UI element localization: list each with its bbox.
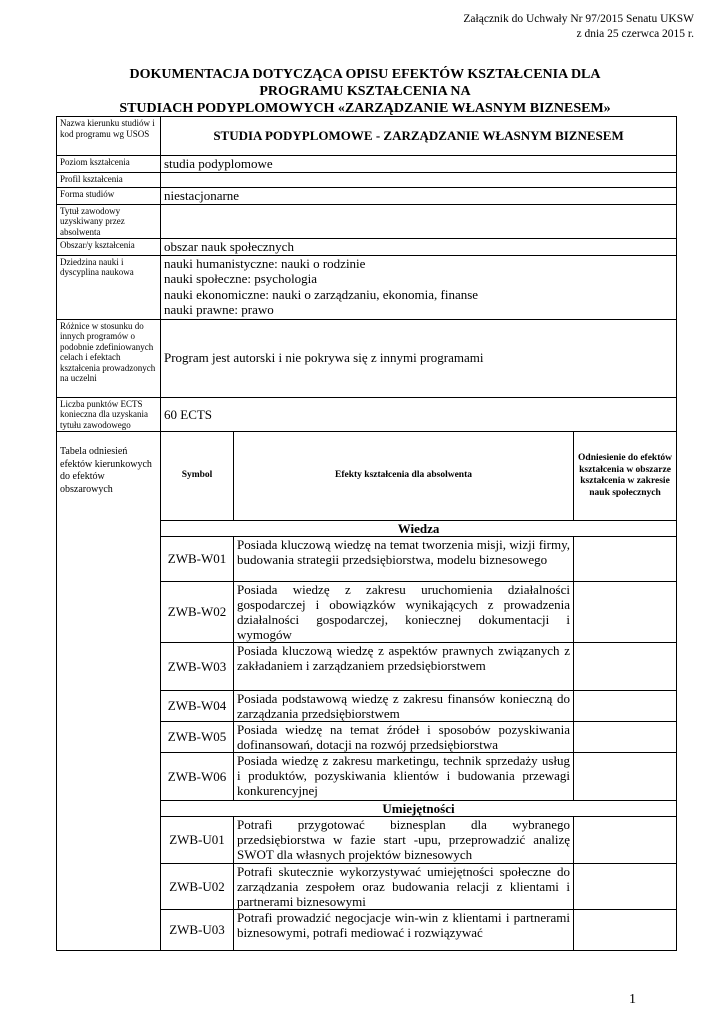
column-header-reference: Odniesienie do efektów kształcenia w obszarze kształcenia w zakresie nauk społecznych [574,432,677,521]
section-heading: Umiejętności [161,801,677,817]
effect-description: Posiada wiedzę na temat źródeł i sposobów pozyskiwania dofinansowań, dotacji na rozwój przedsiębiorstwa [234,722,574,753]
effect-reference [574,691,677,722]
effect-reference [574,537,677,582]
effect-symbol: ZWB-W03 [161,643,234,691]
effect-description: Posiada podstawową wiedzę z zakresu finansów konieczną do zarządzania przedsiębiorstwem [234,691,574,722]
program-table-body [57,117,677,951]
title-line-1: DOKUMENTACJA DOTYCZĄCA OPISU EFEKTÓW KSZTAŁCENIA DLA [129,67,601,82]
row-ects [57,397,677,432]
row-form [57,187,677,204]
field-line: nauki prawne: prawo [164,302,274,317]
column-header-symbol: Symbol [161,432,234,521]
effect-reference [574,582,677,643]
row-differences [57,319,677,397]
row-profile [57,172,677,187]
field-value [161,255,677,319]
effect-symbol: ZWB-W06 [161,753,234,801]
level-value: studia podyplomowe [161,156,677,173]
document-title [40,66,690,117]
differences-value: Program jest autorski i nie pokrywa się z innymi programami [161,319,677,397]
annex-line-1: Załącznik do Uchwały Nr 97/2015 Senatu UKSW [463,13,694,25]
area-label: Obszar/y kształcenia [57,239,161,256]
row-degree-title [57,204,677,239]
effect-reference [574,817,677,864]
effect-description: Potrafi prowadzić negocjacje win-win z klientami i partnerami biznesowymi, potrafi mediować i rozwiązywać [234,910,574,951]
row-field [57,255,677,319]
row-level [57,156,677,173]
area-value: obszar nauk społecznych [161,239,677,256]
degree-title-value [161,204,677,239]
form-label: Forma studiów [57,187,161,204]
row-program-name [57,117,677,156]
effects-header-row [57,432,677,521]
effects-table-side-label: Tabela odniesień efektów kierunkowych do efektów obszarowych [57,432,161,951]
section-heading: Wiedza [161,521,677,537]
effect-symbol: ZWB-U01 [161,817,234,864]
effect-symbol: ZWB-W01 [161,537,234,582]
effect-reference [574,643,677,691]
effect-reference [574,910,677,951]
effect-description: Potrafi skutecznie wykorzystywać umiejętności społeczne do zarządzania zespołem oraz budowania relacji z klientami i partnerami biznesowymi [234,864,574,910]
program-table [56,116,677,951]
level-label: Poziom kształcenia [57,156,161,173]
program-name-label: Nazwa kierunku studiów i kod programu wg USOS [57,117,161,156]
effect-symbol: ZWB-W02 [161,582,234,643]
effect-description: Posiada kluczową wiedzę na temat tworzenia misji, wizji firmy, budowania strategii przedsiębiorstwa, modelu biznesowego [234,537,574,582]
field-line: nauki społeczne: psychologia [164,271,318,286]
effect-description: Posiada kluczową wiedzę z aspektów prawnych związanych z zakładaniem i zarządzaniem przedsiębiorstwem [234,643,574,691]
effect-reference [574,753,677,801]
profile-label: Profil kształcenia [57,172,161,187]
differences-label: Różnice w stosunku do innych programów o podobnie zdefiniowanych celach i efektach kształcenia prowadzonych na uczelni [57,319,161,397]
field-line: nauki ekonomiczne: nauki o zarządzaniu, ekonomia, finanse [164,286,479,302]
effect-description: Posiada wiedzę z zakresu uruchomienia działalności gospodarczej i obowiązków wynikających z prowadzenia działalności gospodarczej, koniecznej dokumentacji i wymogów [234,582,574,643]
annex-line-2: z dnia 25 czerwca 2015 r. [576,28,694,40]
form-value: niestacjonarne [161,187,677,204]
ects-value: 60 ECTS [161,397,677,432]
field-label: Dziedzina nauki i dyscyplina naukowa [57,255,161,319]
column-header-effects: Efekty kształcenia dla absolwenta [234,432,574,521]
effect-symbol: ZWB-U02 [161,864,234,910]
degree-title-label: Tytuł zawodowy uzyskiwany przez absolwenta [57,204,161,239]
annex-header [463,12,694,42]
effect-symbol: ZWB-U03 [161,910,234,951]
program-name-value: STUDIA PODYPLOMOWE - ZARZĄDZANIE WŁASNYM BIZNESEM [161,117,677,156]
effect-description: Posiada wiedzę z zakresu marketingu, technik sprzedaży usług i produktów, pozyskiwania klientów i budowania przewagi konkurencyjnej [234,753,574,801]
effect-symbol: ZWB-W04 [161,691,234,722]
effect-symbol: ZWB-W05 [161,722,234,753]
effect-description: Potrafi przygotować biznesplan dla wybranego przedsiębiorstwa w fazie start -upu, przeprowadzić analizę SWOT dla własnych projektów biznesowych [234,817,574,864]
page-number: 1 [629,992,636,1007]
effect-reference [574,722,677,753]
profile-value [161,172,677,187]
ects-label: Liczba punktów ECTS konieczna dla uzyskania tytułu zawodowego [57,397,161,432]
row-area [57,239,677,256]
title-line-3: STUDIACH PODYPLOMOWYCH «ZARZĄDZANIE WŁASNYM BIZNESEM» [119,101,611,116]
effect-reference [574,864,677,910]
field-line: nauki humanistyczne: nauki o rodzinie [164,255,366,271]
title-line-2: PROGRAMU KSZTAŁCENIA NA [259,84,471,99]
